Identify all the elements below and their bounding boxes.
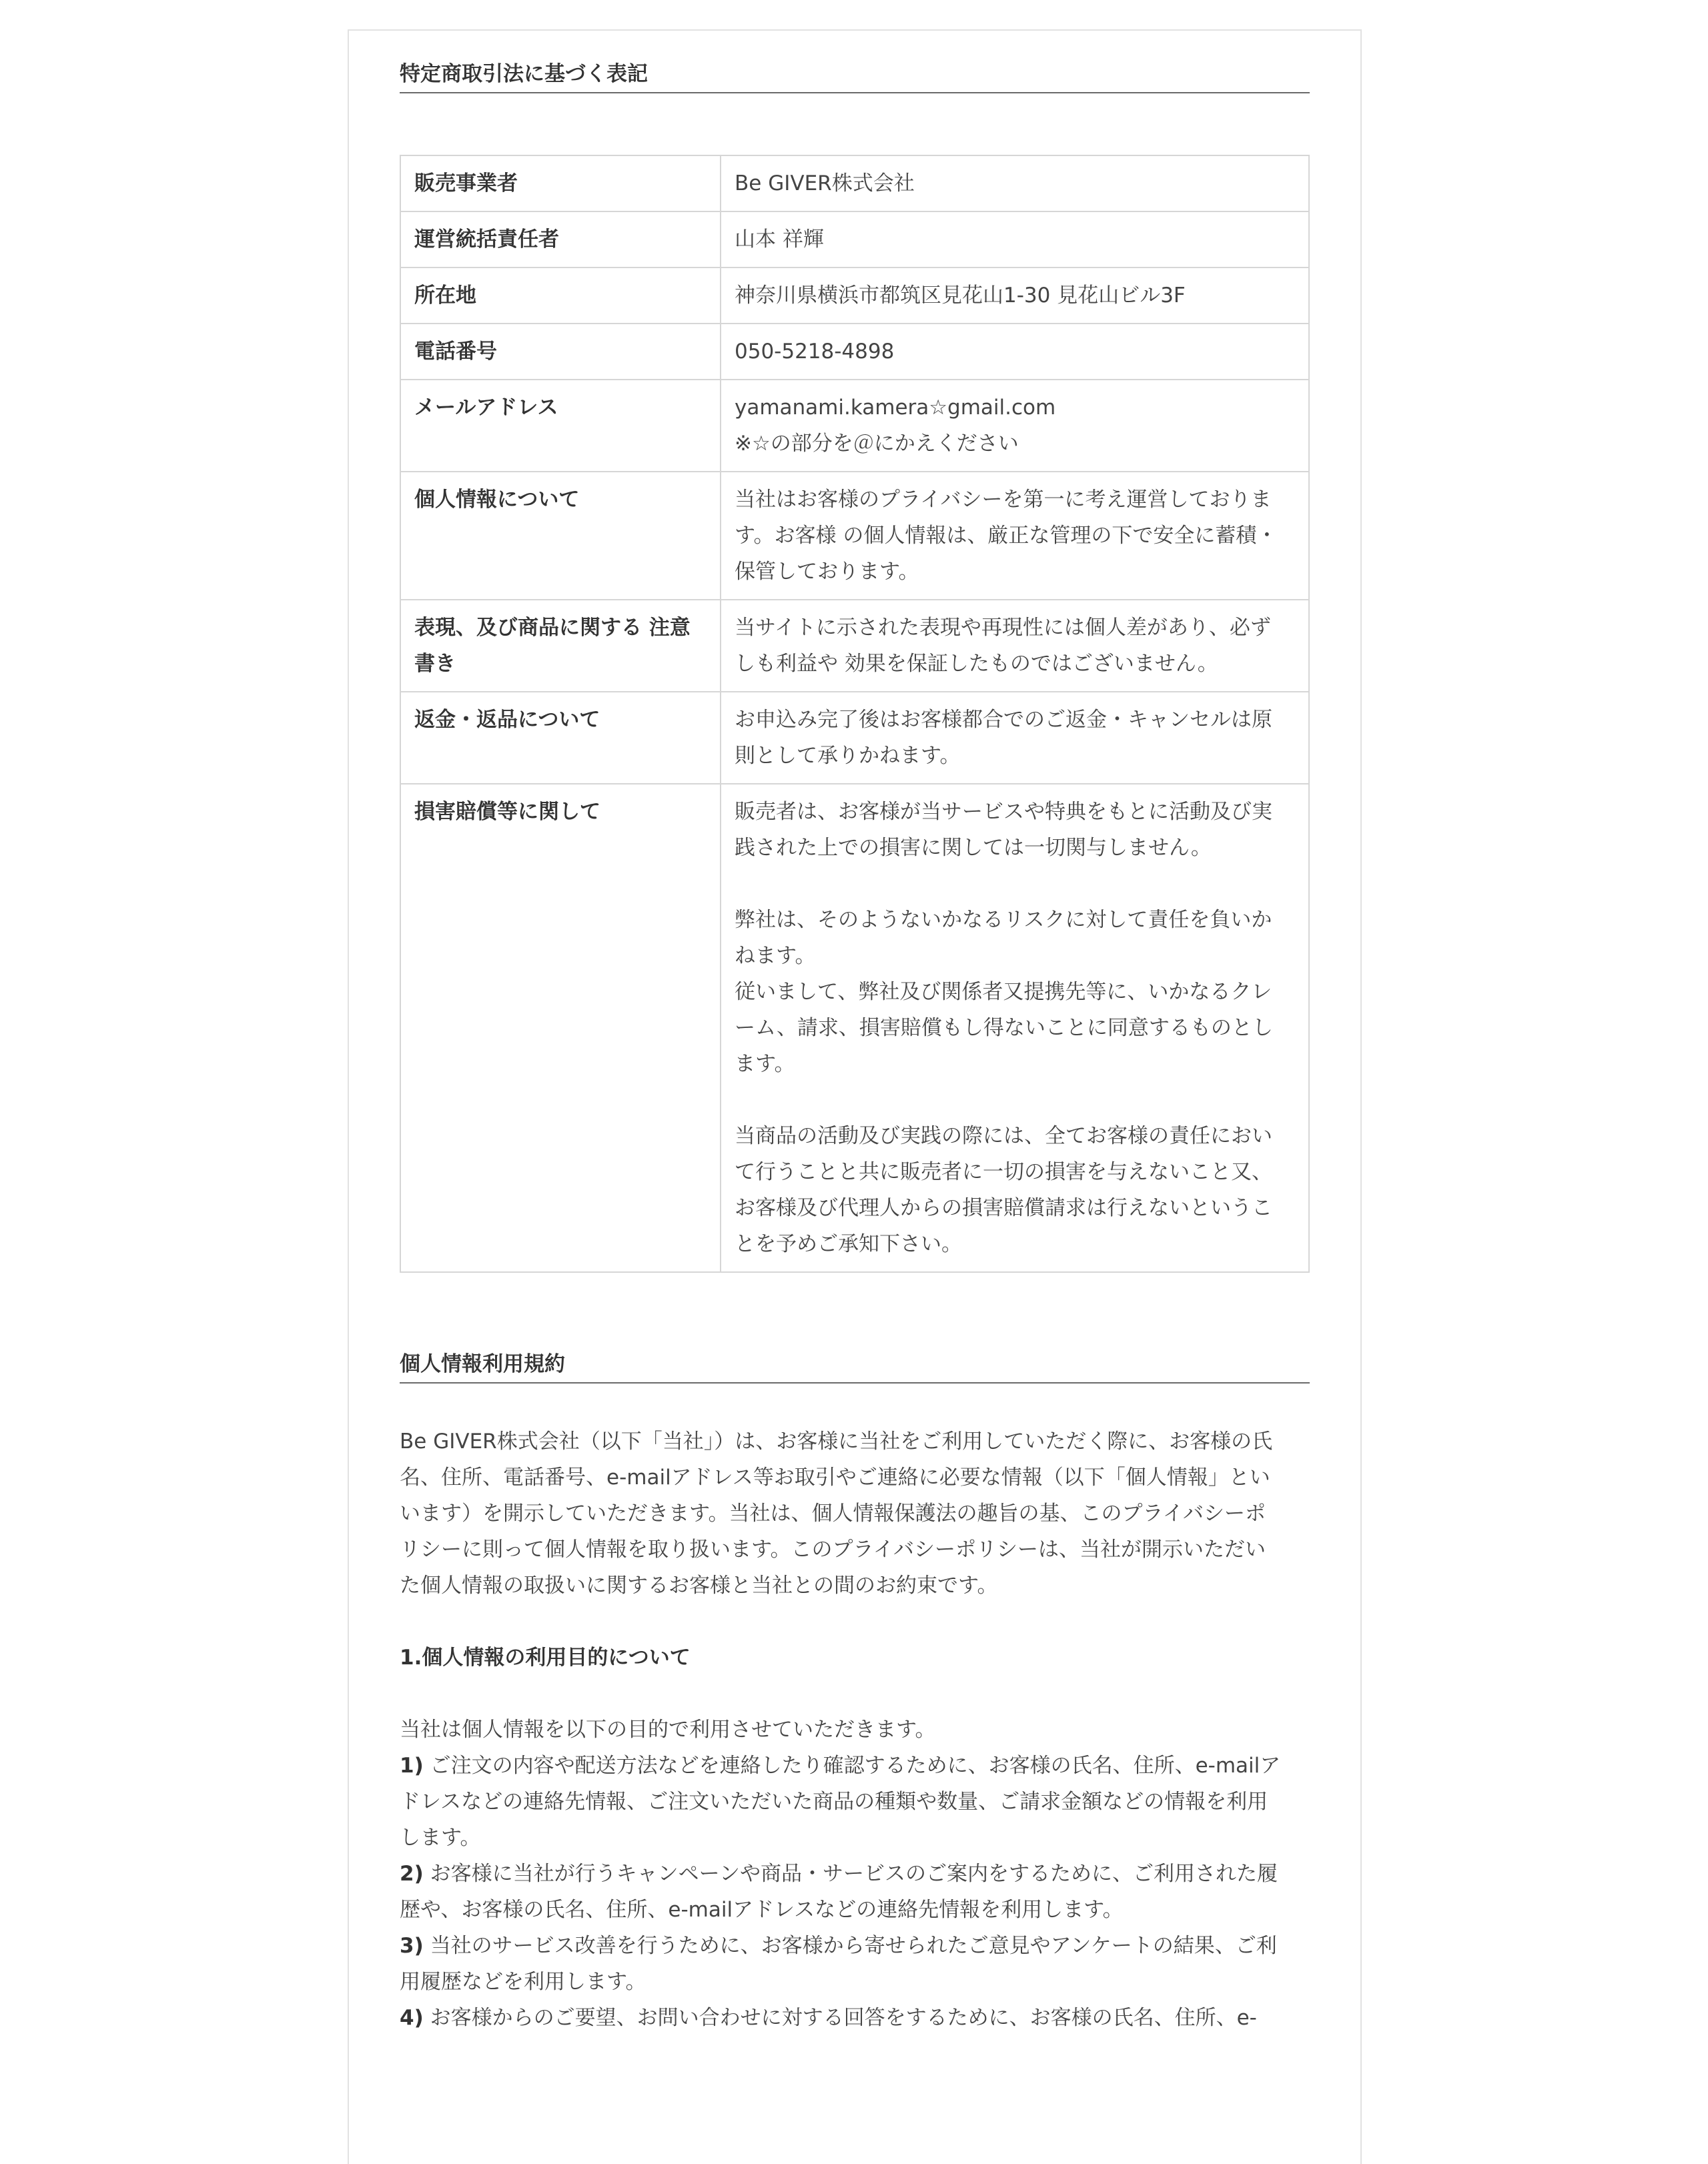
table-row xyxy=(400,324,1309,380)
intro-line: Be GIVER株式会社（以下「当社」）は、お客様に当社をご利用していただく際に、お客様の氏 xyxy=(400,1430,1273,1454)
row-value xyxy=(721,324,1309,380)
row-value xyxy=(721,600,1309,692)
purpose-item xyxy=(400,1928,1310,1964)
privacy-heading: 個人情報利用規約 xyxy=(400,1350,1310,1384)
purpose-item xyxy=(400,2000,1310,2036)
row-label: 所在地 xyxy=(400,267,721,324)
tokushoho-table xyxy=(400,155,1310,1273)
purpose-item-number: 2) xyxy=(400,1862,424,1886)
purpose-item-text: お客様に当社が行うキャンペーンや商品・サービスのご案内をするために、ご利用された履 xyxy=(423,1862,1278,1886)
purpose-item xyxy=(400,1748,1310,1784)
row-value xyxy=(721,380,1309,472)
row-value-line: 山本 祥輝 xyxy=(735,227,824,251)
row-label: 返金・返品について xyxy=(400,692,721,784)
purpose-item-text: 当社のサービス改善を行うために、お客様から寄せられたご意見やアンケートの結果、ご利 xyxy=(423,1934,1277,1958)
row-value-line: 保管しております。 xyxy=(735,560,919,584)
intro-line: 名、住所、電話番号、e-mailアドレス等お取引やご連絡に必要な情報（以下「個人情報」とい xyxy=(400,1466,1270,1490)
section1-lead: 当社は個人情報を以下の目的で利用させていただきます。 xyxy=(400,1718,936,1742)
table-row xyxy=(400,267,1309,324)
content-area xyxy=(400,60,1310,2036)
row-label: 運営統括責任者 xyxy=(400,211,721,267)
row-value xyxy=(721,211,1309,267)
row-value-line: とを予めご承知下さい。 xyxy=(735,1232,962,1256)
row-value-line: ※☆の部分を＠にかえください xyxy=(735,432,1019,456)
row-value-line: お客様及び代理人からの損害賠償請求は行えないというこ xyxy=(735,1196,1272,1220)
row-value-line: しも利益や 効果を保証したものではございません。 xyxy=(735,652,1218,676)
purpose-item-continuation: 歴や、お客様の氏名、住所、e-mailアドレスなどの連絡先情報を利用します。 xyxy=(400,1898,1124,1922)
purpose-item xyxy=(400,1856,1310,1892)
privacy-intro xyxy=(400,1424,1310,1604)
row-label: メールアドレス xyxy=(400,380,721,472)
tokushoho-heading: 特定商取引法に基づく表記 xyxy=(400,60,1310,93)
row-value-line: 則として承りかねます。 xyxy=(735,744,961,768)
row-value-line: す。お客様 の個人情報は、厳正な管理の下で安全に蓄積・ xyxy=(735,524,1278,548)
blank-line xyxy=(735,1082,1295,1118)
row-label: 電話番号 xyxy=(400,324,721,380)
purpose-list xyxy=(400,1712,1310,2036)
purpose-item-text: ご注文の内容や配送方法などを連絡したり確認するために、お客様の氏名、住所、e-mailア xyxy=(423,1754,1281,1778)
table-row xyxy=(400,155,1309,211)
row-value-line: 当商品の活動及び実践の際には、全てお客様の責任におい xyxy=(735,1124,1272,1148)
intro-line: た個人情報の取扱いに関するお客様と当社との間のお約束です。 xyxy=(400,1574,998,1598)
table-row xyxy=(400,600,1309,692)
row-value-line: 販売者は、お客様が当サービスや特典をもとに活動及び実 xyxy=(735,800,1272,824)
row-label-line: 表現、及び商品に関する 注意 xyxy=(414,616,691,640)
row-value-line: ねます。 xyxy=(735,944,816,968)
row-value-line: yamanami.kamera☆gmail.com xyxy=(735,396,1056,420)
row-label: 販売事業者 xyxy=(400,155,721,211)
row-value xyxy=(721,692,1309,784)
row-value xyxy=(721,155,1309,211)
row-value-line: 050-5218-4898 xyxy=(735,340,895,364)
intro-line: います）を開示していただきます。当社は、個人情報保護法の趣旨の基、このプライバシーポ xyxy=(400,1502,1266,1526)
purpose-item-continuation: 用履歴などを利用します。 xyxy=(400,1970,647,1994)
purpose-item-number: 3) xyxy=(400,1934,424,1958)
row-value-line: 当サイトに示された表現や再現性には個人差があり、必ず xyxy=(735,616,1271,640)
blank-line xyxy=(735,866,1295,902)
purpose-item-number: 1) xyxy=(400,1754,424,1778)
row-value-line: 当社はお客様のプライバシーを第一に考え運営しておりま xyxy=(735,488,1272,512)
row-value xyxy=(721,784,1309,1272)
row-value xyxy=(721,472,1309,600)
table-row xyxy=(400,692,1309,784)
section1-title: 1.個人情報の利用目的について xyxy=(400,1646,691,1670)
row-label-line: 書き xyxy=(414,652,456,676)
row-value-line: て行うことと共に販売者に一切の損害を与えないこと又、 xyxy=(735,1160,1272,1184)
table-row xyxy=(400,472,1309,600)
row-value-line: 践された上での損害に関しては一切関与しません。 xyxy=(735,836,1212,860)
table-row xyxy=(400,211,1309,267)
table-row xyxy=(400,380,1309,472)
row-value-line: 従いまして、弊社及び関係者又提携先等に、いかなるクレ xyxy=(735,980,1272,1004)
purpose-item-number: 4) xyxy=(400,2006,424,2030)
page-card xyxy=(348,29,1362,2164)
row-label: 損害賠償等に関して xyxy=(400,784,721,1272)
table-row xyxy=(400,784,1309,1272)
purpose-item-text: お客様からのご要望、お問い合わせに対する回答をするために、お客様の氏名、住所、e- xyxy=(423,2006,1257,2030)
row-value-line: ーム、請求、損害賠償もし得ないことに同意するものとし xyxy=(735,1016,1273,1040)
row-value-line: Be GIVER株式会社 xyxy=(735,171,915,195)
row-value-line: お申込み完了後はお客様都合でのご返金・キャンセルは原 xyxy=(735,708,1272,732)
intro-line: リシーに則って個人情報を取り扱います。このプライバシーポリシーは、当社が開示いただい xyxy=(400,1538,1266,1562)
row-label xyxy=(400,600,721,692)
row-value-line: 神奈川県横浜市都筑区見花山1-30 見花山ビル3F xyxy=(735,284,1186,308)
row-value xyxy=(721,267,1309,324)
row-value-line: ます。 xyxy=(735,1052,795,1076)
purpose-item-continuation: します。 xyxy=(400,1826,481,1850)
purpose-item-continuation: ドレスなどの連絡先情報、ご注文いただいた商品の種類や数量、ご請求金額などの情報を利用 xyxy=(400,1790,1268,1814)
row-label: 個人情報について xyxy=(400,472,721,600)
row-value-line: 弊社は、そのようないかなるリスクに対して責任を負いか xyxy=(735,908,1272,932)
